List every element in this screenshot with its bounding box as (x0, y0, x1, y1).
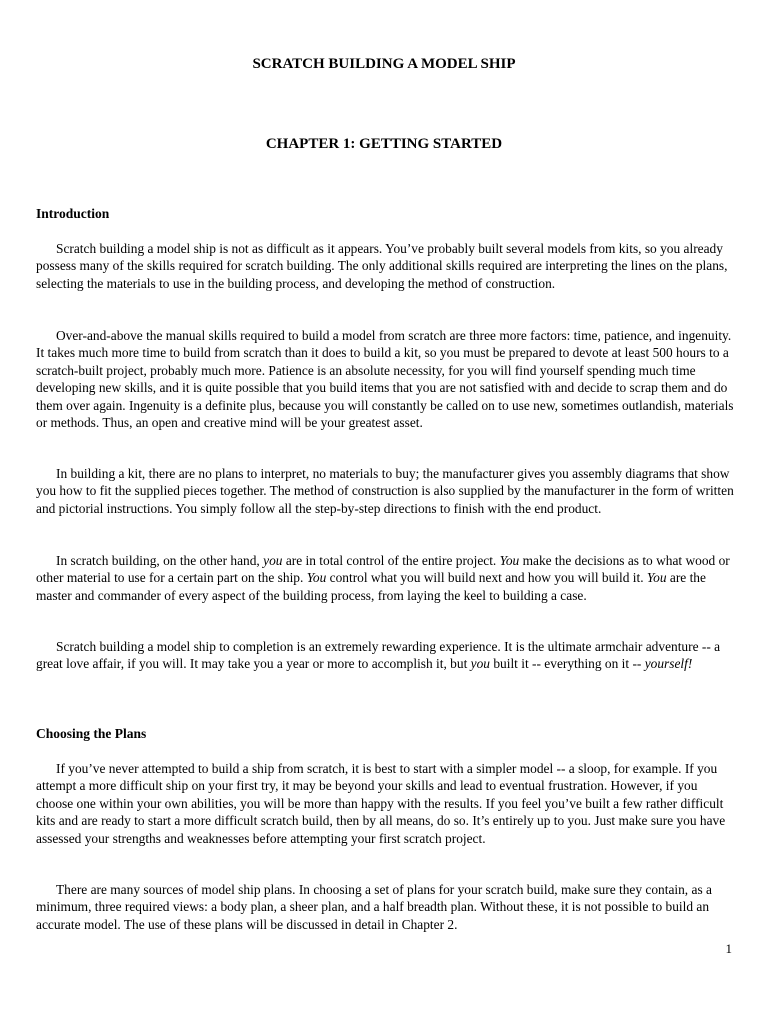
paragraph: Scratch building a model ship to completion is an extremely rewarding experience. It is the ultimate armchair adventure -- a great love affair, if you will. It may take you a year or more to accomplish it, but you built it -- everything on it -- yourself! (36, 639, 721, 672)
paragraph: There are many sources of model ship plans. In choosing a set of plans for your scratch build, make sure they contain, as a minimum, three required views: a body plan, a sheer plan, and a half breadth plan. Without these, it is not possible to build an accurate model. The use of these plans will be discussed in detail in Chapter 2. (36, 882, 712, 932)
emphasis-text: You (499, 553, 520, 568)
page-number: 1 (725, 941, 732, 956)
section-heading-introduction: Introduction (36, 206, 110, 221)
emphasis-text: you (263, 553, 283, 568)
emphasis-text: you (470, 656, 490, 672)
paragraph: In building a kit, there are no plans to interpret, no materials to buy; the manufacturer gives you assembly diagrams that show you how to fit the supplied pieces together. The method of construction is also supplied by the manufacturer in the form of written and pictorial instructions. You simply follow all the step-by-step directions to finish with the end product. (36, 466, 734, 516)
document-title: SCRATCH BUILDING A MODEL SHIP (252, 56, 516, 72)
paragraph: In scratch building, on the other hand, you are in total control of the entire project. You make the decisions as to what wood or other material to use for a certain part on the ship. You control what you will build next and how you will build it. You are the master and commander of every aspect of the building process, from laying the keel to building a case. (36, 553, 730, 603)
paragraph: If you’ve never attempted to build a ship from scratch, it is best to start with a simpler model -- a sloop, for example. If you attempt a more difficult ship on your first try, it may be beyond your skills and lead to eventual frustration. However, if you choose one within your own abilities, you will be more than happy with the results. If you feel you’ve built a few rather difficult kits and are ready to start a more difficult scratch build, then by all means, do so. It’s entirely up to you. Just make sure you have assessed your strengths and weaknesses before attempting your first scratch project. (36, 761, 726, 846)
paragraph: Scratch building a model ship is not as difficult as it appears. You’ve probably built several models from kits, so you already possess many of the skills required for scratch building. The only additional skills required are interpreting the lines on the plans, selecting the materials to use in the building process, and developing the method of construction. (36, 241, 728, 291)
section-heading-choosing-plans: Choosing the Plans (36, 726, 147, 741)
emphasis-text: You (306, 570, 327, 586)
paragraph: Over-and-above the manual skills required to build a model from scratch are three more factors: time, patience, and ingenuity. It takes much more time to build from scratch than it does to build a kit, so you must be prepared to devote at least 500 hours to a scratch-built project, probably much more. Patience is an absolute necessity, for you will find yourself spending much time developing new skills, and it is quite possible that you build items that you are not satisfied with and decide to scrap them and do them over again. Ingenuity is a definite plus, because you will constantly be called on to use new, sometimes outlandish, materials or methods. Thus, an open and creative mind will be your greatest asset. (36, 328, 734, 431)
emphasis-text: You (646, 570, 667, 586)
emphasis-text: yourself! (644, 656, 693, 672)
chapter-heading: CHAPTER 1: GETTING STARTED (265, 136, 503, 152)
